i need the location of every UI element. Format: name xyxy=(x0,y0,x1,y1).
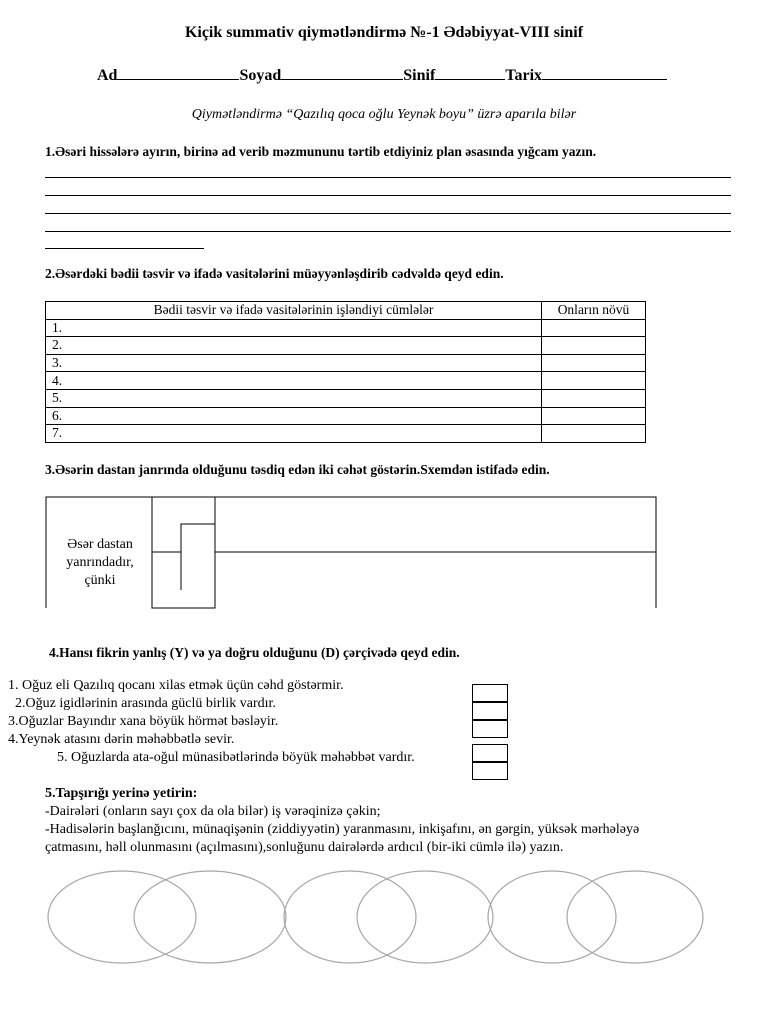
answer-line[interactable] xyxy=(45,248,204,249)
class-label: Sinif xyxy=(403,67,436,84)
scheme-connector-upper xyxy=(181,524,215,590)
statement-3: 3.Oğuzlar Bayındır xana böyük hörmət bəsləyir. xyxy=(8,714,279,729)
type-cell[interactable] xyxy=(542,425,646,443)
student-info-line xyxy=(97,66,667,85)
surname-blank[interactable] xyxy=(281,66,403,80)
answer-box[interactable] xyxy=(472,720,508,738)
row-number[interactable]: 3. xyxy=(46,354,542,372)
answer-box[interactable] xyxy=(472,762,508,780)
statement-1: 1. Oğuz eli Qazılıq qocanı xilas etmək üçün cəhd göstərmir. xyxy=(8,678,344,693)
event-circle[interactable] xyxy=(488,871,616,963)
type-cell[interactable] xyxy=(542,372,646,390)
statement-4: 4.Yeynək atasını dərin məhəbbətlə sevir. xyxy=(8,732,235,747)
row-number[interactable]: 5. xyxy=(46,389,542,407)
date-label: Tarix xyxy=(505,67,543,84)
name-blank[interactable] xyxy=(117,66,239,80)
type-cell[interactable] xyxy=(542,354,646,372)
event-circle[interactable] xyxy=(357,871,493,963)
table-row xyxy=(46,425,646,443)
type-cell[interactable] xyxy=(542,319,646,337)
table-header-types: Onların növü xyxy=(542,302,646,320)
table-row xyxy=(46,407,646,425)
statement-5: 5. Oğuzlarda ata-oğul münasibətlərində böyük məhəbbət vardır. xyxy=(57,750,415,765)
event-circle[interactable] xyxy=(48,871,196,963)
table-row xyxy=(46,389,646,407)
task3-question: 3.Əsərin dastan janrında olduğunu təsdiq edən iki cəhət göstərin.Sxemdən istifadə edin. xyxy=(45,462,550,477)
row-number[interactable]: 1. xyxy=(46,319,542,337)
event-circle[interactable] xyxy=(567,871,703,963)
date-blank[interactable] xyxy=(542,66,667,80)
task5-line-3: çatmasını, həll olunmasını (açılmasını),sonluğunu dairələrdə ardıcıl (bir-iki cümlə ilə) yazın. xyxy=(45,840,564,855)
answer-line[interactable] xyxy=(45,213,731,214)
task5-line-1: -Dairələri (onların sayı çox da ola bilər) iş vərəqinizə çəkin; xyxy=(45,804,381,819)
task5-line-2: -Hadisələrin başlanğıcını, münaqişənin (ziddiyyətin) yaranmasını, inkişafını, ən gərgin, yüksək mərhələyə xyxy=(45,822,640,837)
table-header-row xyxy=(46,302,646,320)
answer-box[interactable] xyxy=(472,684,508,702)
answer-line[interactable] xyxy=(45,195,731,196)
type-cell[interactable] xyxy=(542,389,646,407)
figures-of-speech-table xyxy=(45,301,646,443)
row-number[interactable]: 7. xyxy=(46,425,542,443)
task2-question: 2.Əsərdəki bədii təsvir və ifadə vasitələrini müəyyənləşdirib cədvəldə qeyd edin. xyxy=(45,266,504,281)
name-label: Ad xyxy=(97,67,118,84)
event-circle[interactable] xyxy=(134,871,286,963)
event-circle[interactable] xyxy=(284,871,416,963)
table-row xyxy=(46,319,646,337)
row-number[interactable]: 6. xyxy=(46,407,542,425)
table-header-sentences: Bədii təsvir və ifadə vasitələrinin işləndiyi cümlələr xyxy=(46,302,542,320)
table-row xyxy=(46,337,646,355)
answer-line[interactable] xyxy=(45,177,731,178)
scheme-label: Əsər dastan yanrındadır, çünki xyxy=(66,537,134,588)
assessment-subtitle: Qiymətləndirmə “Qazılıq qoca oğlu Yeynək boyu” üzrə aparıla bilər xyxy=(191,107,577,122)
answer-box[interactable] xyxy=(472,744,508,762)
class-blank[interactable] xyxy=(435,66,505,80)
type-cell[interactable] xyxy=(542,407,646,425)
table-row xyxy=(46,354,646,372)
surname-label: Soyad xyxy=(239,67,282,84)
row-number[interactable]: 4. xyxy=(46,372,542,390)
type-cell[interactable] xyxy=(542,337,646,355)
answer-line[interactable] xyxy=(45,231,731,232)
statement-2: 2.Oğuz igidlərinin arasında güclü birlik vardır. xyxy=(15,696,276,711)
worksheet-title: Kiçik summativ qiymətləndirmə №-1 Ədəbiyyat-VIII sinif xyxy=(184,24,584,41)
answer-box[interactable] xyxy=(472,702,508,720)
event-circles-diagram xyxy=(40,862,710,968)
row-number[interactable]: 2. xyxy=(46,337,542,355)
task5-title: 5.Tapşırığı yerinə yetirin: xyxy=(45,786,198,801)
task4-question: 4.Hansı fikrin yanlış (Y) və ya doğru olduğunu (D) çərçivədə qeyd edin. xyxy=(49,645,460,660)
table-row xyxy=(46,372,646,390)
task1-question: 1.Əsəri hissələrə ayırın, birinə ad verib məzmununu tərtib etdiyiniz plan əsasında yığcam yazın. xyxy=(45,144,597,159)
